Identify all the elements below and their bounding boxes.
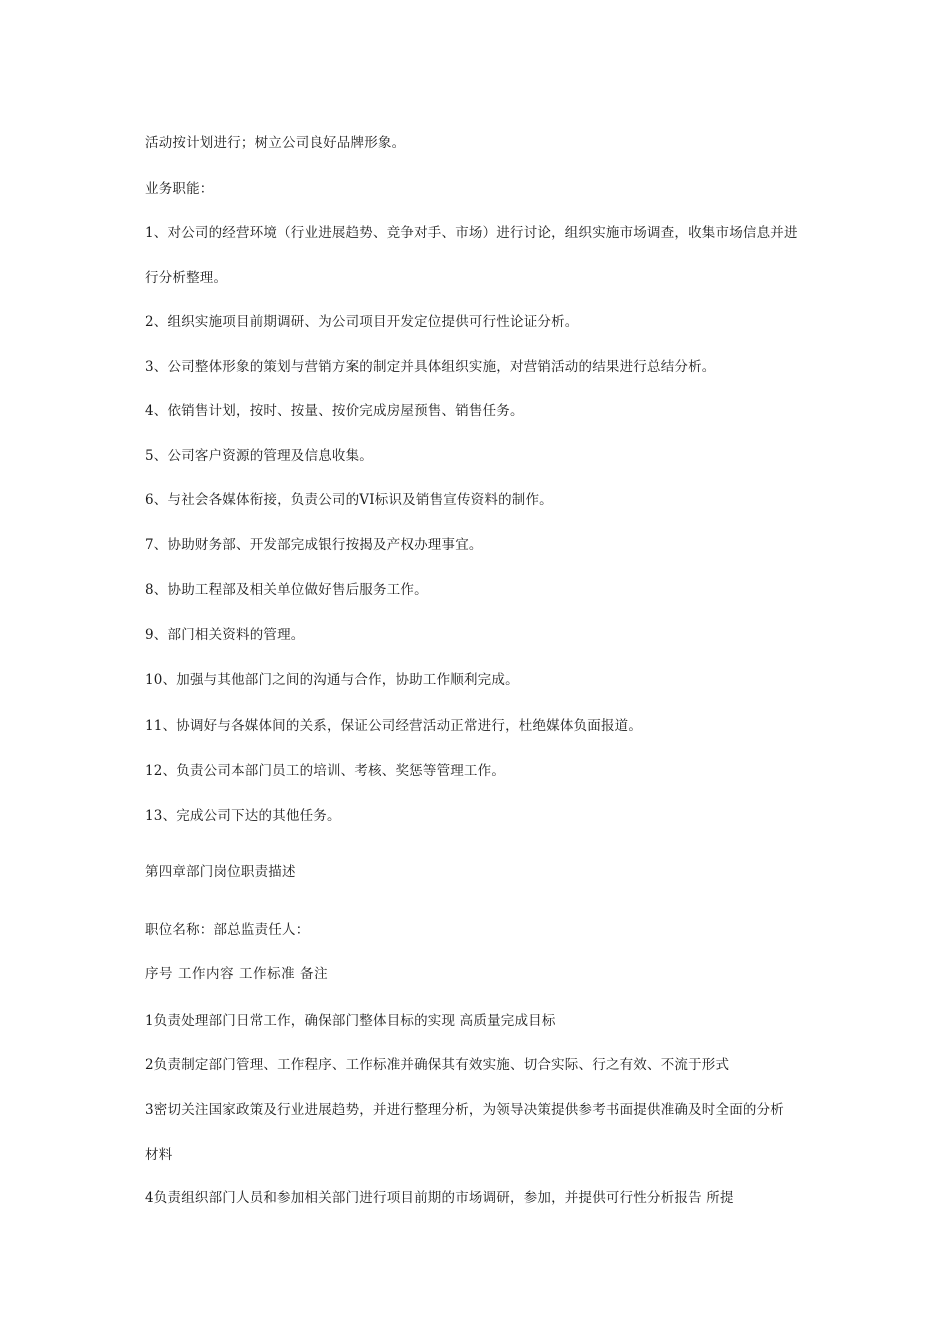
- section-heading: 业务职能：: [145, 181, 214, 197]
- table-row: 1负责处理部门日常工作，确保部门整体目标的实现 高质量完成目标: [145, 1013, 556, 1029]
- text-line: 活动按计划进行；树立公司良好品牌形象。: [145, 135, 406, 151]
- list-item: 12、负责公司本部门员工的培训、考核、奖惩等管理工作。: [145, 763, 506, 779]
- list-item: 6、与社会各媒体衔接，负责公司的VI标识及销售宣传资料的制作。: [145, 492, 553, 508]
- table-row: 2负责制定部门管理、工作程序、工作标准并确保其有效实施、切合实际、行之有效、不流于形式: [145, 1057, 730, 1073]
- list-item: 9、部门相关资料的管理。: [145, 627, 305, 643]
- list-item: 13、完成公司下达的其他任务。: [145, 808, 341, 824]
- list-item: 3、公司整体形象的策划与营销方案的制定并具体组织实施，对营销活动的结果进行总结分析。: [145, 359, 716, 375]
- list-item-continuation: 行分析整理。: [145, 270, 228, 286]
- list-item: 4、依销售计划，按时、按量、按价完成房屋预售、销售任务。: [145, 403, 524, 419]
- position-title: 职位名称：部总监责任人：: [145, 922, 310, 938]
- list-item: 1、对公司的经营环境（行业进展趋势、竞争对手、市场）进行讨论，组织实施市场调查，收集市场信息并进: [145, 225, 798, 241]
- table-row: 3密切关注国家政策及行业进展趋势，并进行整理分析，为领导决策提供参考书面提供准确及时全面的分析: [145, 1102, 784, 1118]
- list-item: 7、协助财务部、开发部完成银行按揭及产权办理事宜。: [145, 537, 483, 553]
- chapter-heading: 第四章部门岗位职责描述: [145, 864, 296, 880]
- list-item: 10、加强与其他部门之间的沟通与合作，协助工作顺利完成。: [145, 672, 519, 688]
- list-item: 5、公司客户资源的管理及信息收集。: [145, 448, 373, 464]
- table-row-continuation: 材料: [145, 1147, 173, 1163]
- list-item: 11、协调好与各媒体间的关系，保证公司经营活动正常进行，杜绝媒体负面报道。: [145, 718, 643, 734]
- list-item: 8、协助工程部及相关单位做好售后服务工作。: [145, 582, 428, 598]
- table-row: 4负责组织部门人员和参加相关部门进行项目前期的市场调研，参加，并提供可行性分析报告 所提: [145, 1190, 734, 1206]
- list-item: 2、组织实施项目前期调研、为公司项目开发定位提供可行性论证分析。: [145, 314, 579, 330]
- table-header: 序号 工作内容 工作标准 备注: [145, 966, 329, 982]
